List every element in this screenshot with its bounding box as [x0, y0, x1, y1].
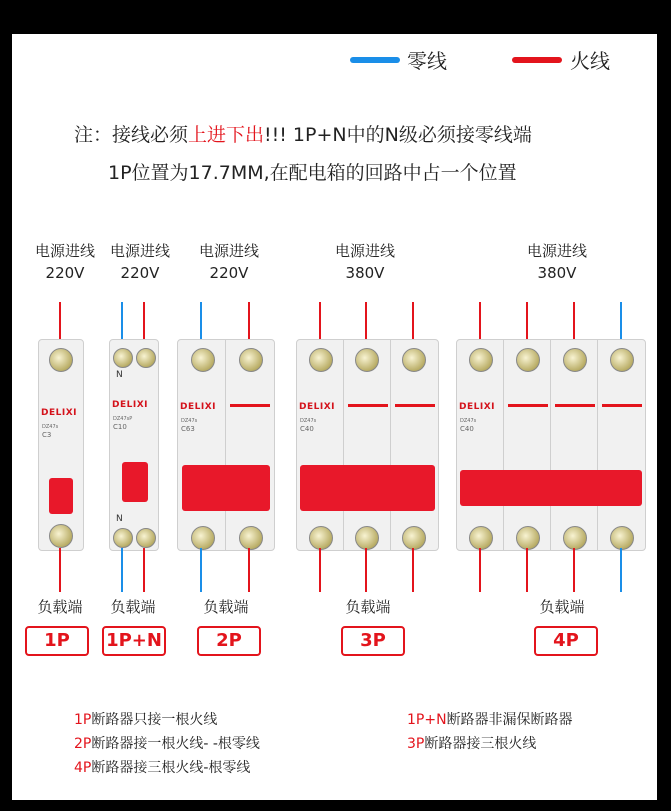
load-label-1: 负载端	[37, 598, 83, 616]
terminal-screw-icon	[402, 348, 426, 372]
live-wire-out	[526, 548, 528, 592]
caption-prefix: 1P	[74, 712, 92, 728]
power-in-label-5	[522, 240, 592, 284]
red-stripe	[555, 404, 595, 407]
live-wire-in	[573, 302, 575, 342]
caption-4p	[74, 757, 250, 777]
terminal-screw-icon	[239, 526, 263, 550]
rating-text: C63	[181, 425, 195, 433]
badge-2p: 2P	[197, 626, 261, 656]
power-in-text: 电源进线	[198, 242, 259, 260]
load-label-5: 负载端	[539, 598, 585, 616]
live-wire-in	[365, 302, 367, 342]
pole-divider	[597, 340, 598, 550]
brand-logo: DELIXI	[112, 400, 148, 410]
n-terminal-label: N	[116, 514, 123, 524]
live-legend-line	[512, 57, 562, 63]
brand-logo: DELIXI	[459, 402, 495, 412]
live-wire-out	[143, 548, 145, 592]
neutral-wire-in	[620, 302, 622, 342]
live-wire-out	[319, 548, 321, 592]
red-stripe	[348, 404, 388, 407]
red-stripe	[508, 404, 548, 407]
power-in-text: 电源进线	[334, 242, 395, 260]
pole-divider	[503, 340, 504, 550]
terminal-screw-icon	[516, 348, 540, 372]
note-suffix: !!! 1P+N中的N级必须接零线端	[264, 124, 532, 146]
caption-3p	[407, 733, 536, 753]
live-wire-out	[412, 548, 414, 592]
terminal-screw-icon	[469, 348, 493, 372]
model-text: DZ47s	[181, 418, 198, 424]
power-in-label-3	[194, 240, 264, 284]
terminal-screw-icon	[469, 526, 493, 550]
badge-3p: 3P	[341, 626, 405, 656]
model-text: DZ47sP	[113, 416, 133, 422]
power-in-label-4	[330, 240, 400, 284]
note-prefix: 注：接线必须	[74, 124, 189, 146]
live-wire-out	[248, 548, 250, 592]
pole-divider	[550, 340, 551, 550]
power-in-label-2	[105, 240, 175, 284]
power-in-voltage: 380V	[345, 264, 385, 282]
live-wire-in	[143, 302, 145, 342]
terminal-screw-icon	[402, 526, 426, 550]
live-wire-in	[412, 302, 414, 342]
terminal-screw-icon	[113, 528, 133, 548]
terminal-screw-icon	[309, 348, 333, 372]
load-label-2: 负载端	[110, 598, 156, 616]
breaker-lever[interactable]	[182, 465, 270, 511]
breaker-4p	[456, 339, 646, 551]
live-wire-out	[573, 548, 575, 592]
live-wire-out	[479, 548, 481, 592]
live-wire-in	[526, 302, 528, 342]
terminal-screw-icon	[49, 348, 73, 372]
terminal-screw-icon	[610, 348, 634, 372]
power-in-voltage: 380V	[537, 264, 577, 282]
terminal-screw-icon	[136, 528, 156, 548]
terminal-screw-icon	[355, 526, 379, 550]
caption-1p	[74, 709, 217, 729]
brand-logo: DELIXI	[299, 402, 335, 412]
terminal-screw-icon	[309, 526, 333, 550]
brand-logo: DELIXI	[180, 402, 216, 412]
n-terminal-label: N	[116, 370, 123, 380]
power-in-voltage: 220V	[120, 264, 160, 282]
caption-prefix: 4P	[74, 760, 92, 776]
terminal-screw-icon	[516, 526, 540, 550]
power-in-voltage: 220V	[45, 264, 85, 282]
model-text: DZ47s	[460, 418, 477, 424]
neutral-legend-line	[350, 57, 400, 63]
caption-1p-n	[407, 709, 573, 729]
caption-2p	[74, 733, 260, 753]
load-label-4: 负载端	[345, 598, 391, 616]
badge-1p-n: 1P+N	[102, 626, 166, 656]
neutral-wire-out	[121, 548, 123, 592]
live-wire-out	[59, 548, 61, 592]
caption-prefix: 1P+N	[407, 712, 447, 728]
breaker-lever[interactable]	[122, 462, 148, 502]
live-wire-in	[319, 302, 321, 342]
power-in-text: 电源进线	[34, 242, 95, 260]
power-in-label-1	[30, 240, 100, 284]
model-text: DZ47s	[42, 424, 59, 430]
power-in-text: 电源进线	[109, 242, 170, 260]
red-stripe	[602, 404, 642, 407]
live-wire-in	[59, 302, 61, 342]
terminal-screw-icon	[49, 524, 73, 548]
caption-prefix: 2P	[74, 736, 92, 752]
terminal-screw-icon	[355, 348, 379, 372]
live-wire-out	[365, 548, 367, 592]
wiring-note	[74, 120, 532, 147]
brand-logo: DELIXI	[41, 408, 77, 418]
pole-divider	[390, 340, 391, 550]
breaker-1p-n	[109, 339, 159, 551]
load-label-3: 负载端	[203, 598, 249, 616]
diagram-card	[12, 34, 657, 800]
neutral-wire-out	[200, 548, 202, 592]
rating-text: C10	[113, 423, 127, 431]
neutral-wire-out	[620, 548, 622, 592]
breaker-3p	[296, 339, 439, 551]
terminal-screw-icon	[191, 348, 215, 372]
terminal-screw-icon	[136, 348, 156, 368]
caption-text: 断路器非漏保断路器	[446, 712, 573, 728]
live-wire-in	[248, 302, 250, 342]
live-wire-in	[479, 302, 481, 342]
neutral-wire-in	[200, 302, 202, 342]
badge-4p: 4P	[534, 626, 598, 656]
caption-text: 断路器接一根火线- -根零线	[91, 736, 260, 752]
pole-divider	[225, 340, 226, 550]
power-in-voltage: 220V	[209, 264, 249, 282]
breaker-lever[interactable]	[49, 478, 73, 514]
terminal-screw-icon	[239, 348, 263, 372]
neutral-wire-in	[121, 302, 123, 342]
rating-text: C40	[300, 425, 314, 433]
terminal-screw-icon	[191, 526, 215, 550]
power-in-text: 电源进线	[526, 242, 587, 260]
terminal-screw-icon	[563, 526, 587, 550]
rating-text: C40	[460, 425, 474, 433]
neutral-legend-label: 零线	[407, 49, 447, 73]
live-legend-label: 火线	[570, 49, 610, 73]
caption-prefix: 3P	[407, 736, 425, 752]
model-text: DZ47s	[300, 418, 317, 424]
red-stripe	[230, 404, 270, 407]
position-note: 1P位置为17.7MM,在配电箱的回路中占一个位置	[108, 162, 517, 184]
rating-text: C3	[42, 431, 52, 439]
caption-text: 断路器只接一根火线	[91, 712, 218, 728]
terminal-screw-icon	[610, 526, 634, 550]
terminal-screw-icon	[563, 348, 587, 372]
pole-divider	[343, 340, 344, 550]
breaker-lever[interactable]	[300, 465, 435, 511]
badge-1p: 1P	[25, 626, 89, 656]
breaker-1p	[38, 339, 84, 551]
caption-text: 断路器接三根火线	[424, 736, 537, 752]
breaker-lever[interactable]	[460, 470, 642, 506]
red-stripe	[395, 404, 435, 407]
terminal-screw-icon	[113, 348, 133, 368]
note-highlight: 上进下出	[188, 124, 265, 146]
breaker-2p	[177, 339, 275, 551]
caption-text: 断路器接三根火线-根零线	[91, 760, 251, 776]
